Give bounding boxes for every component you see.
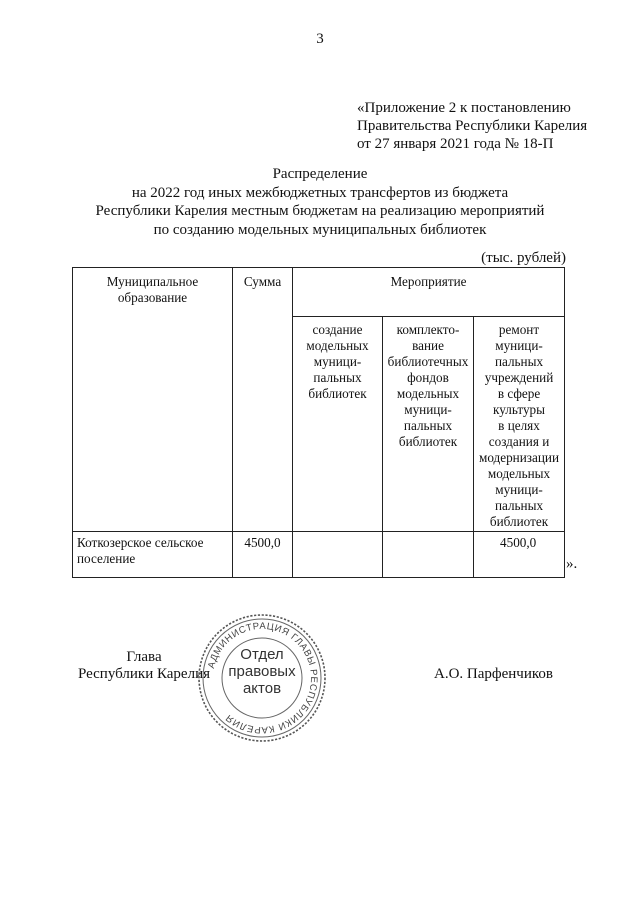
stamp-line: Отдел [240,646,284,663]
title-line: Республики Карелия местным бюджетам на реализацию мероприятий [95,203,545,219]
cell-line: поселение [77,551,136,566]
cell-municipality [73,532,233,578]
stamp-line: актов [242,680,282,697]
signer-name: А.О. Парфенчиков [434,666,553,682]
header-line: модельных [306,338,369,353]
page-number: 3 [316,31,324,47]
units-label: (тыс. рублей) [481,250,566,266]
header-line: вание [412,338,444,353]
signer-title-line: Глава [126,649,162,665]
appendix-reference [357,99,627,153]
header-line: муници- [495,482,543,497]
header-municipality [73,268,233,532]
header-sum: Сумма [233,268,293,532]
header-line: учреждений [484,370,554,385]
header-line: модельных [487,466,551,481]
title-line: на 2022 год иных межбюджетных трансфертов из бюджета [131,184,509,201]
header-line: пальных [313,370,362,385]
header-line: в сфере [497,386,541,401]
distribution-table [72,267,565,578]
header-line: Муниципальное [106,274,199,289]
header-line: ремонт [498,322,540,337]
header-line: модельных [396,386,460,401]
header-line: муници- [404,402,452,417]
header-line: библиотек [398,434,458,449]
cell-creation [293,532,383,578]
closing-quote: ». [566,556,578,572]
table-row [73,532,565,578]
appendix-line: от 27 января 2021 года № 18-П [357,136,554,152]
appendix-line: Правительства Республики Карелия [357,118,588,134]
header-line: пальных [403,418,453,433]
cell-acquisition [383,532,474,578]
header-line: библиотек [489,514,549,529]
header-line: образование [117,290,188,305]
stamp-line: правовых [228,663,296,680]
document-title [60,165,580,239]
header-creation [293,317,383,532]
header-line: пальных [494,498,544,513]
header-line: муници- [495,338,543,353]
header-event: Мероприятие [293,268,565,317]
title-line: Распределение [272,166,368,182]
header-line: культуры [493,402,545,417]
stamp-center-text [221,646,303,708]
table-header-row [73,268,565,317]
header-line: пальных [494,354,544,369]
header-acquisition [383,317,474,532]
header-line: фондов [407,370,449,385]
signer-title-line: Республики Карелия [77,666,211,682]
header-line: библиотек [308,386,367,401]
stamp-ring-text: АДМИНИСТРАЦИЯ ГЛАВЫ РЕСПУБЛИКИ КАРЕЛИЯ [205,620,320,736]
title-line: по созданию модельных муниципальных библиотек [153,221,487,238]
header-line: модернизации [478,450,560,465]
cell-line: Коткозерское сельское [77,535,204,550]
signer-title [74,649,214,683]
header-line: в целях [498,418,540,433]
appendix-line: «Приложение 2 к постановлению [357,100,571,116]
header-line: библиотечных [387,354,469,369]
cell-sum: 4500,0 [233,532,293,578]
header-line: создание [312,322,363,337]
cell-repair: 4500,0 [474,532,565,578]
header-line: создания и [488,434,550,449]
header-line: комплекто- [396,322,460,337]
header-repair [474,317,565,532]
header-line: муници- [313,354,362,369]
